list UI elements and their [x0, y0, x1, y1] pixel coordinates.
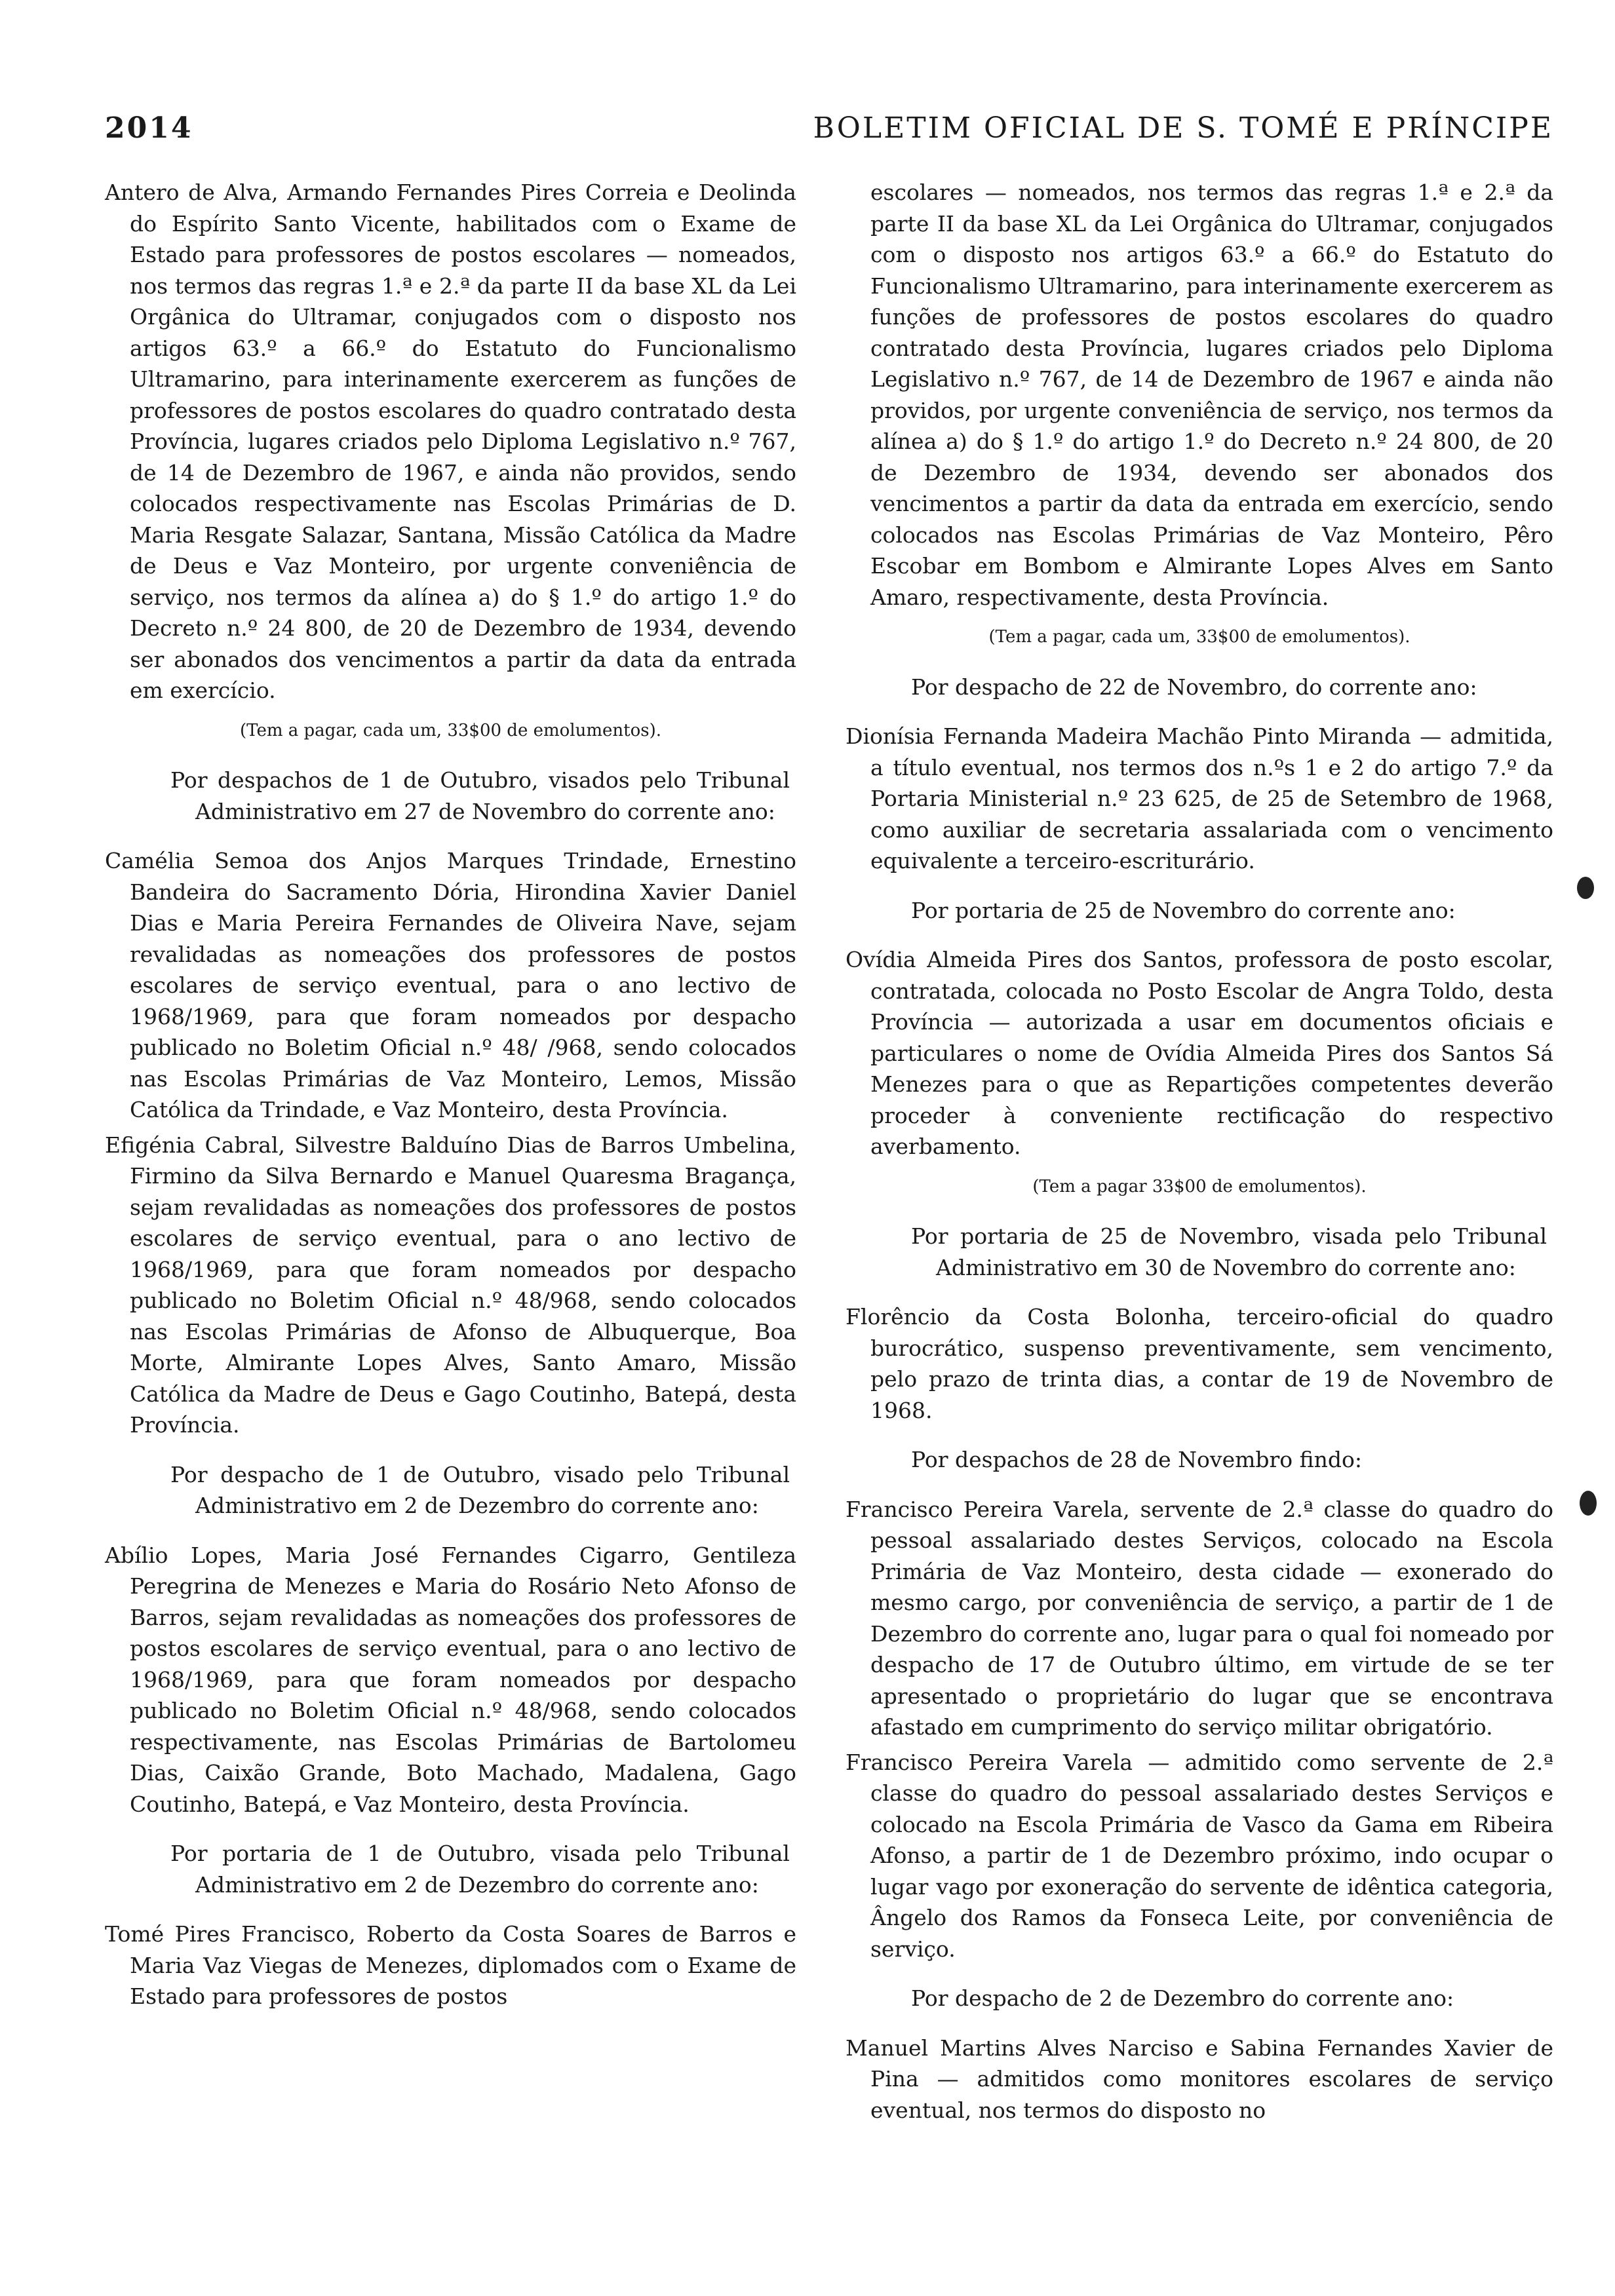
paragraph: Francisco Pereira Varela, servente de 2.ª classe do quadro do pessoal assalariado destes Serviços, colocado na Escola Primária de Vaz Monteiro, desta cidade — exonerado do mesmo cargo, por conveniência de serviço, a partir de 1 de Dezembro do corrente ano, lugar para o qual foi nomeado por despacho de 17 de Outubro último, em virtude de se ter apresentado o proprietário do lugar que se encontrava afastado em cumprimento do serviço militar obrigatório. [846, 1496, 1553, 1740]
paragraph: Camélia Semoa dos Anjos Marques Trindade, Ernestino Bandeira do Sacramento Dória, Hirondina Xavier Daniel Dias e Maria Pereira Fernandes de Oliveira Nave, sejam revalidadas as nomeações dos professores de postos escolares de serviço eventual, para o ano lectivo de 1968/1969, para que foram nomeados por despacho publicado no Boletim Oficial n.º 48/ /968, sendo colocados nas Escolas Primárias de Vaz Monteiro, Lemos, Missão Católica da Trindade, e Vaz Monteiro, desta Província. [105, 848, 796, 1122]
dispatch-heading: Por portaria de 25 de Novembro do corrente ano: [911, 897, 1456, 923]
dispatch-heading: Por despachos de 28 de Novembro findo: [911, 1447, 1363, 1472]
paragraph: Antero de Alva, Armando Fernandes Pires Correia e Deolinda do Espírito Santo Vicente, habilitados com o Exame de Estado para professores de postos escolares — nomeados, nos termos das regras 1.ª e 2.ª da parte II da base XL da Lei Orgânica do Ultramar, conjugados com o disposto nos artigos 63.º a 66.º do Estatuto do Funcionalismo Ultramarino, para interinamente exercerem as funções de professores de postos escolares do quadro contratado desta Província, lugares criados pelo Diploma Legislativo n.º 767, de 14 de Dezembro de 1967, e ainda não providos, sendo colocados respectivamente nas Escolas Primárias de D. Maria Resgate Salazar, Santana, Missão Católica da Madre de Deus e Vaz Monteiro, por urgente conveniência de serviço, nos termos da alínea a) do § 1.º do artigo 1.º do Decreto n.º 24 800, de 20 de Dezembro de 1934, devendo ser abonados dos vencimentos a partir da data da entrada em exercício. [105, 180, 796, 703]
page-header [105, 105, 1553, 157]
dispatch-heading: Por despacho de 22 de Novembro, do corrente ano: [911, 674, 1477, 700]
fee-note: (Tem a pagar, cada um, 33$00 de emolumentos). [240, 720, 661, 740]
paragraph: Dionísia Fernanda Madeira Machão Pinto Miranda — admitida, a título eventual, nos termos dos n.ºs 1 e 2 do artigo 7.º da Portaria Ministerial n.º 23 625, de 25 de Setembro de 1968, como auxiliar de secretaria assalariada com o vencimento equivalente a terceiro-escriturário. [846, 723, 1553, 873]
dispatch-heading: Por portaria de 25 de Novembro, visada pelo Tribunal Administrativo em 30 de Novembro do corrente ano: [911, 1223, 1547, 1280]
right-column [846, 177, 1553, 2126]
dispatch-heading: Por despacho de 1 de Outubro, visado pelo Tribunal Administrativo em 2 de Dezembro do corrente ano: [170, 1461, 790, 1518]
fee-note: (Tem a pagar, cada um, 33$00 de emolumentos). [988, 627, 1411, 647]
paragraph: Abílio Lopes, Maria José Fernandes Cigarro, Gentileza Peregrina de Menezes e Maria do Rosário Neto Afonso de Barros, sejam revalidadas as nomeações dos professores de postos escolares de serviço eventual, para o ano lectivo de 1968/1969, para que foram nomeados por despacho publicado no Boletim Oficial n.º 48/968, sendo colocados respectivamente, nas Escolas Primárias de Bartolomeu Dias, Caixão Grande, Boto Machado, Madalena, Gago Coutinho, Batepá, e Vaz Monteiro, desta Província. [105, 1542, 796, 1817]
ink-blot-mark [1580, 1491, 1597, 1516]
fee-note: (Tem a pagar 33$00 de emolumentos). [1032, 1176, 1367, 1196]
paragraph: Tomé Pires Francisco, Roberto da Costa Soares de Barros e Maria Vaz Viegas de Menezes, diplomados com o Exame de Estado para professores de postos [105, 1921, 796, 2009]
page-number: 2014 [105, 111, 193, 145]
dispatch-heading: Por despachos de 1 de Outubro, visados pelo Tribunal Administrativo em 27 de Novembro do corrente ano: [170, 767, 790, 824]
paragraph: Ovídia Almeida Pires dos Santos, professora de posto escolar, contratada, colocada no Posto Escolar de Angra Toldo, desta Província — autorizada a usar em documentos oficiais e particulares o nome de Ovídia Almeida Pires dos Santos Sá Menezes para o que as Repartições competentes deverão proceder à conveniente rectificação do respectivo averbamento. [846, 947, 1553, 1159]
paragraph: Manuel Martins Alves Narciso e Sabina Fernandes Xavier de Pina — admitidos como monitores escolares de serviço eventual, nos termos do disposto no [846, 2035, 1553, 2123]
ink-blot-mark [1577, 877, 1594, 899]
left-column [105, 177, 796, 2012]
dispatch-heading: Por despacho de 2 de Dezembro do corrente ano: [911, 1985, 1454, 2011]
paragraph: escolares — nomeados, nos termos das regras 1.ª e 2.ª da parte II da base XL da Lei Orgânica do Ultramar, conjugados com o disposto nos artigos 63.º a 66.º do Estatuto do Funcionalismo Ultramarino, para interinamente exercerem as funções de professores de postos escolares do quadro contratado desta Província, lugares criados pelo Diploma Legislativo n.º 767, de 14 de Dezembro de 1967 e ainda não providos, por urgente conveniência de serviço, nos termos da alínea a) do § 1.º do artigo 1.º do Decreto n.º 24 800, de 20 de Dezembro de 1934, devendo ser abonados dos vencimentos a partir da data da entrada em exercício, sendo colocados nas Escolas Primárias de Vaz Monteiro, Pêro Escobar em Bombom e Almirante Lopes Alves em Santo Amaro, respectivamente, desta Província. [870, 180, 1553, 610]
paragraph: Efigénia Cabral, Silvestre Balduíno Dias de Barros Umbelina, Firmino da Silva Bernardo e Manuel Quaresma Bragança, sejam revalidadas as nomeações dos professores de postos escolares de serviço eventual, para o ano lectivo de 1968/1969, para que foram nomeados por despacho publicado no Boletim Oficial n.º 48/968, sendo colocados nas Escolas Primárias de Afonso de Albuquerque, Boa Morte, Almirante Lopes Alves, Santo Amaro, Missão Católica da Madre de Deus e Gago Coutinho, Batepá, desta Província. [105, 1132, 796, 1438]
paragraph: Florêncio da Costa Bolonha, terceiro-oficial do quadro burocrático, suspenso preventivamente, sem vencimento, pelo prazo de trinta dias, a contar de 19 de Novembro de 1968. [846, 1304, 1553, 1423]
running-title: BOLETIM OFICIAL DE S. TOMÉ E PRÍNCIPE [813, 111, 1553, 145]
dispatch-heading: Por portaria de 1 de Outubro, visada pelo Tribunal Administrativo em 2 de Dezembro do corrente ano: [170, 1841, 790, 1898]
paragraph: Francisco Pereira Varela — admitido como servente de 2.ª classe do quadro do pessoal assalariado destes Serviços e colocado na Escola Primária de Vasco da Gama em Ribeira Afonso, a partir de 1 de Dezembro próximo, indo ocupar o lugar vago por exoneração do servente de idêntica categoria, Ângelo dos Ramos da Fonseca Leite, por conveniência de serviço. [846, 1749, 1553, 1962]
